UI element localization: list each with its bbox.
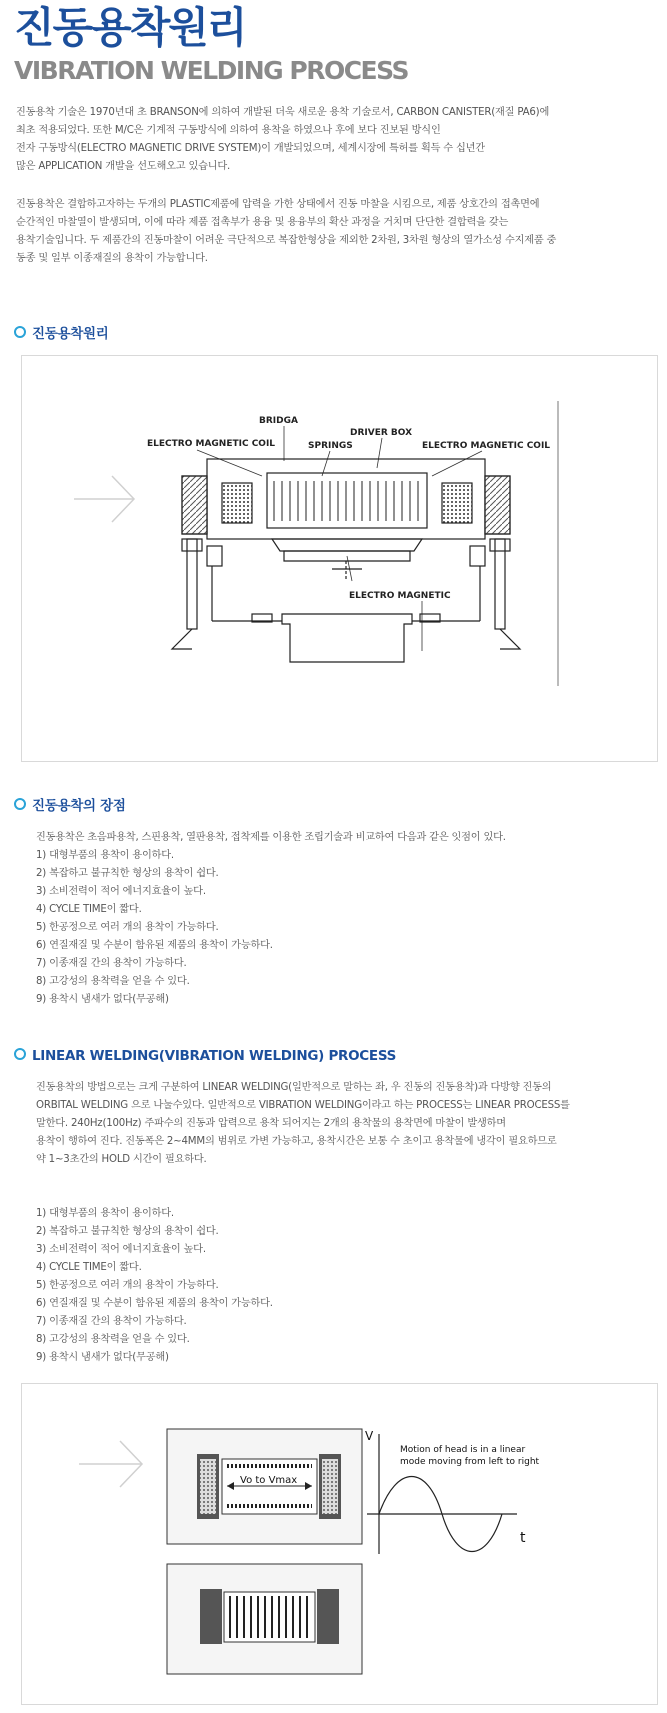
intro-line: 동종 및 일부 이종재질의 용착이 가능합니다. (16, 253, 208, 264)
principle-diagram-box (21, 355, 658, 762)
label-springs: SPRINGS (308, 441, 353, 451)
list-item: 2) 복잡하고 불규칙한 형상의 용착이 쉽다. (36, 868, 219, 879)
label-bridga: BRIDGA (259, 416, 298, 426)
bullet-icon (14, 1048, 26, 1060)
list-item: 2) 복잡하고 불규칙한 형상의 용착이 쉽다. (36, 1226, 219, 1237)
paragraph-line: 약 1~3초간의 HOLD 시간이 필요하다. (36, 1154, 207, 1165)
label-coil-right: ELECTRO MAGNETIC COIL (422, 441, 551, 451)
label-motion-2: mode moving from left to right (400, 1457, 540, 1467)
list-item: 6) 연질재질 및 수분이 함유된 제품의 용착이 가능하다. (36, 940, 273, 951)
linear-motion-diagram (22, 1384, 657, 1704)
label-electro-magnetic: ELECTRO MAGNETIC (349, 591, 451, 601)
paragraph-line: 진동용착의 방법으로는 크게 구분하여 LINEAR WELDING(일반적으로 말하는 좌, 우 진동의 진동용착)과 다방향 진동의 (36, 1082, 552, 1093)
paragraph-line: 용착이 행하여 진다. 진동폭은 2~4MM의 범위로 가변 가능하고, 용착시간은 보통 수 초이고 용착물에 냉각이 필요하므로 (36, 1136, 557, 1147)
label-driver-box: DRIVER BOX (350, 428, 413, 438)
linear-process-diagram-box (21, 1383, 658, 1705)
intro-line: 진동용착은 결합하고자하는 두개의 PLASTIC제품에 압력을 가한 상태에서 진동 마찰을 시킴으로, 제품 상호간의 접촉면에 (16, 199, 540, 210)
label-v-axis: V (365, 1429, 374, 1443)
section-heading-advantages (14, 797, 126, 815)
list-item: 9) 용착시 냄새가 없다(무공해) (36, 1352, 169, 1363)
list-intro: 진동용착은 초음파용착, 스핀용착, 열판용착, 접착제를 이용한 조립기술과 비교하여 다음과 같은 잇점이 있다. (36, 832, 506, 843)
list-item: 5) 한공정으로 여러 개의 용착이 가능하다. (36, 1280, 219, 1291)
paragraph-line: 말한다. 240Hz(100Hz) 주파수의 진동과 압력으로 용착 되어지는 2개의 용착물의 용착면에 마찰이 발생하며 (36, 1118, 506, 1129)
arrow-right-icon (74, 476, 134, 522)
section-title: 진동용착의 장점 (32, 798, 126, 814)
intro-paragraph-1 (16, 104, 549, 176)
list-item: 1) 대형부품의 용착이 용이하다. (36, 850, 174, 861)
list-item: 3) 소비전력이 적어 에너지효율이 높다. (36, 886, 206, 897)
list-item: 5) 한공정으로 여러 개의 용착이 가능하다. (36, 922, 219, 933)
list-item: 9) 용착시 냄새가 없다(무공해) (36, 994, 169, 1005)
bullet-icon (14, 798, 26, 810)
section-heading-principle (14, 325, 108, 343)
list-item: 4) CYCLE TIME이 짧다. (36, 1262, 142, 1273)
vibration-welder-diagram (22, 356, 657, 761)
list-item: 1) 대형부품의 용착이 용이하다. (36, 1208, 174, 1219)
section-heading-linear-welding (14, 1047, 396, 1065)
list-item: 8) 고강성의 용착력을 얻을 수 있다. (36, 1334, 190, 1345)
intro-line: 많은 APPLICATION 개발을 선도해오고 있습니다. (16, 161, 231, 172)
page-subtitle: VIBRATION WELDING PROCESS (14, 56, 409, 85)
intro-line: 용착기술입니다. 두 제품간의 진동마찰이 어려운 극단적으로 복잡한형상을 제외한 2차원, 3차원 형상의 열가소성 수지제품 중 (16, 235, 557, 246)
intro-line: 최초 적용되었다. 또한 M/C은 기계적 구동방식에 의하여 용착을 하였으나 후에 보다 진보된 방식인 (16, 125, 441, 136)
list-item: 7) 이종재질 간의 용착이 가능하다. (36, 1316, 187, 1327)
intro-paragraph-2 (16, 196, 556, 268)
advantages-list (36, 829, 506, 1009)
bullet-icon (14, 326, 26, 338)
list-item: 3) 소비전력이 적어 에너지효율이 높다. (36, 1244, 206, 1255)
label-motion-1: Motion of head is in a linear (400, 1445, 526, 1455)
intro-line: 전자 구동방식(ELECTRO MAGNETIC DRIVE SYSTEM)이 개발되었으며, 세계시장에 특허를 획득 수 십년간 (16, 143, 485, 154)
label-vmax: Vo to Vmax (240, 1475, 298, 1486)
section-title: LINEAR WELDING(VIBRATION WELDING) PROCESS (32, 1048, 397, 1064)
list-item: 6) 연질재질 및 수분이 함유된 제품의 용착이 가능하다. (36, 1298, 273, 1309)
section-title: 진동용착원리 (32, 326, 109, 342)
welder-machine (172, 459, 520, 662)
page-title: 진동용착원리 (14, 3, 246, 52)
intro-line: 진동용착 기술은 1970년대 초 BRANSON에 의하여 개발된 더욱 새로운 용착 기술로서, CARBON CANISTER(재질 PA6)에 (16, 107, 550, 118)
list-item: 4) CYCLE TIME이 짧다. (36, 904, 142, 915)
linear-welding-list (36, 1205, 273, 1367)
intro-line: 순간적인 마찰열이 발생되며, 이에 따라 제품 접촉부가 용융 및 용융부의 확산 과정을 거치며 단단한 결합력을 갖는 (16, 217, 509, 228)
paragraph-line: ORBITAL WELDING 으로 나눌수있다. 일반적으로 VIBRATION WELDING이라고 하는 PROCESS는 LINEAR PROCESS를 (36, 1100, 570, 1111)
label-t-axis: t (520, 1530, 526, 1546)
linear-welding-paragraph (36, 1079, 570, 1169)
arrow-right-icon (79, 1441, 142, 1487)
list-item: 8) 고강성의 용착력을 얻을 수 있다. (36, 976, 190, 987)
list-item: 7) 이종재질 간의 용착이 가능하다. (36, 958, 187, 969)
label-coil-left: ELECTRO MAGNETIC COIL (147, 439, 276, 449)
